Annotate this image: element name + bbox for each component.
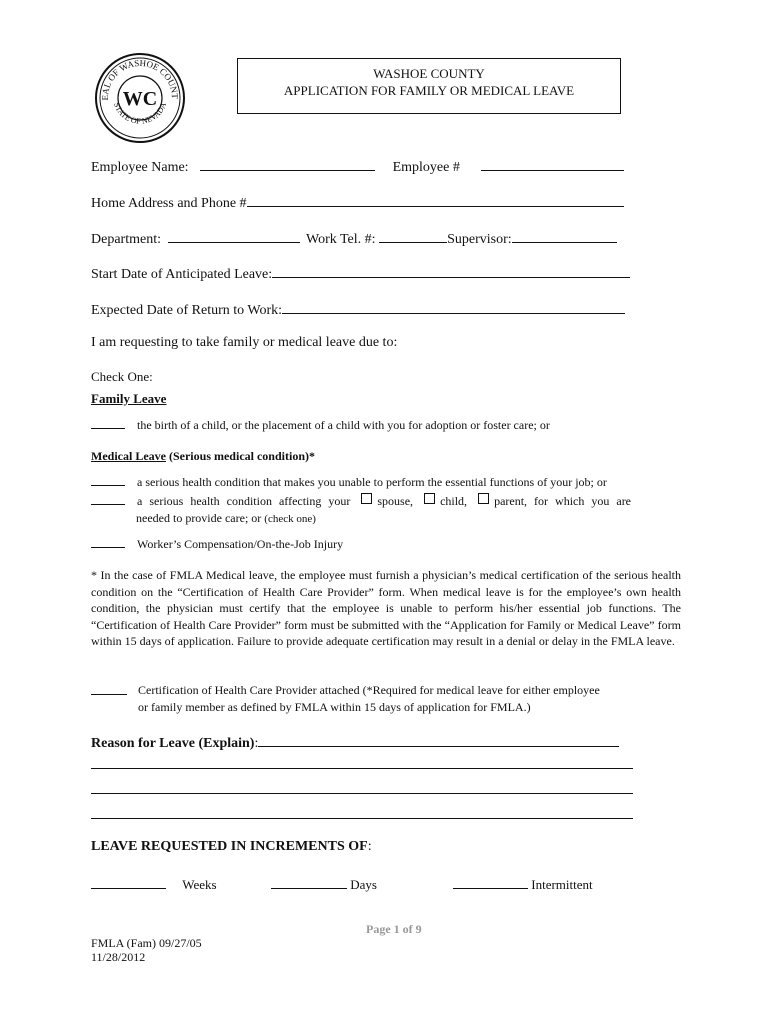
family-leave-heading: Family Leave (91, 391, 167, 406)
employee-number-field[interactable] (481, 156, 624, 171)
family-leave-option: the birth of a child, or the placement of a child with you for adoption or foster care; or (137, 418, 550, 432)
county-seal (94, 52, 186, 144)
intermittent-field[interactable] (453, 876, 528, 889)
medical-leave-heading: Medical Leave (Serious medical condition)* (91, 449, 315, 463)
check-one-label: Check One: (91, 369, 153, 384)
svg-text:WC: WC (122, 88, 158, 110)
weeks-field[interactable] (91, 876, 166, 889)
start-date-field[interactable] (272, 263, 630, 278)
supervisor-label: Supervisor: (447, 232, 512, 247)
reason-label: Reason for Leave (Explain) (91, 736, 255, 751)
employee-name-field[interactable] (200, 156, 375, 171)
medical-option2-checkbox[interactable] (91, 492, 125, 505)
work-tel-label: Work Tel. #: (305, 232, 376, 247)
return-date-field[interactable] (282, 299, 625, 314)
request-intro: I am requesting to take family or medical leave due to: (91, 335, 398, 350)
child-checkbox[interactable] (424, 493, 435, 504)
weeks-label: Weeks (182, 877, 217, 892)
county-name: WASHOE COUNTY (373, 66, 485, 81)
return-date-label: Expected Date of Return to Work: (91, 303, 283, 318)
increments-heading: LEAVE REQUESTED IN INCREMENTS OF (91, 839, 368, 854)
reason-field-line3[interactable] (91, 793, 633, 794)
form-title: APPLICATION FOR FAMILY OR MEDICAL LEAVE (283, 83, 575, 98)
certification-checkbox[interactable] (91, 682, 127, 695)
svg-text:STATE OF NEVADA: STATE OF NEVADA (111, 101, 169, 126)
medical-option2-text: a serious health condition affecting your (137, 494, 351, 508)
child-label: child, (440, 494, 468, 508)
family-leave-checkbox[interactable] (91, 416, 125, 429)
check-one-note: (check one) (264, 513, 316, 525)
medical-option1-text: a serious health condition that makes you unable to perform the essential functions of your job; or (137, 475, 607, 489)
department-field[interactable] (168, 228, 300, 243)
reason-field-line1[interactable] (258, 732, 619, 747)
workers-comp-label: Worker’s Compensation/On-the-Job Injury (137, 537, 344, 551)
workers-comp-checkbox[interactable] (91, 535, 125, 548)
seal-icon (94, 52, 186, 144)
home-address-field[interactable] (247, 192, 624, 207)
days-label: Days (350, 877, 377, 892)
spouse-checkbox[interactable] (361, 493, 372, 504)
medical-option2-continued: needed to provide care; or (136, 511, 262, 525)
certification-line1: Certification of Health Care Provider attached (*Required for medical leave for either employee (138, 683, 600, 697)
department-label: Department: (91, 232, 161, 247)
intermittent-label: Intermittent (531, 877, 593, 892)
days-field[interactable] (271, 876, 347, 889)
certification-line2: or family member as defined by FMLA within 15 days of application for FMLA.) (138, 700, 531, 714)
form-id: FMLA (Fam) 09/27/05 (91, 936, 202, 950)
supervisor-field[interactable] (512, 228, 617, 243)
page-number: Page 1 of 9 (366, 922, 422, 936)
reason-field-line2[interactable] (91, 768, 633, 769)
home-address-label: Home Address and Phone # (91, 196, 247, 211)
work-tel-field[interactable] (379, 228, 447, 243)
parent-label: parent, for which you are (494, 494, 632, 508)
parent-checkbox[interactable] (478, 493, 489, 504)
employee-number-label: Employee # (392, 160, 460, 175)
reason-field-line4[interactable] (91, 818, 633, 819)
spouse-label: spouse, (377, 494, 414, 508)
medical-option1-checkbox[interactable] (91, 473, 125, 486)
seal-top-text: EAL OF WASHOE COUNT (99, 57, 181, 101)
fmla-note: * In the case of FMLA Medical leave, the employee must furnish a physician’s medical certification of the serious health condition on the “Certification of Health Care Provider” form. When medical leave is for the employee’s own health condition, the physician must certify that the employee is unable to perform his/her essential job functions. The “Certification of Health Care Provider” form must be submitted with the “Application for Family or Medical Leave” form within 15 days of application. Failure to provide adequate certification may result in a denial or delay in the FMLA leave. (91, 568, 681, 648)
start-date-label: Start Date of Anticipated Leave: (91, 267, 273, 282)
employee-name-label: Employee Name: (91, 160, 189, 175)
form-date: 11/28/2012 (91, 950, 146, 964)
form-title-box (237, 58, 621, 114)
